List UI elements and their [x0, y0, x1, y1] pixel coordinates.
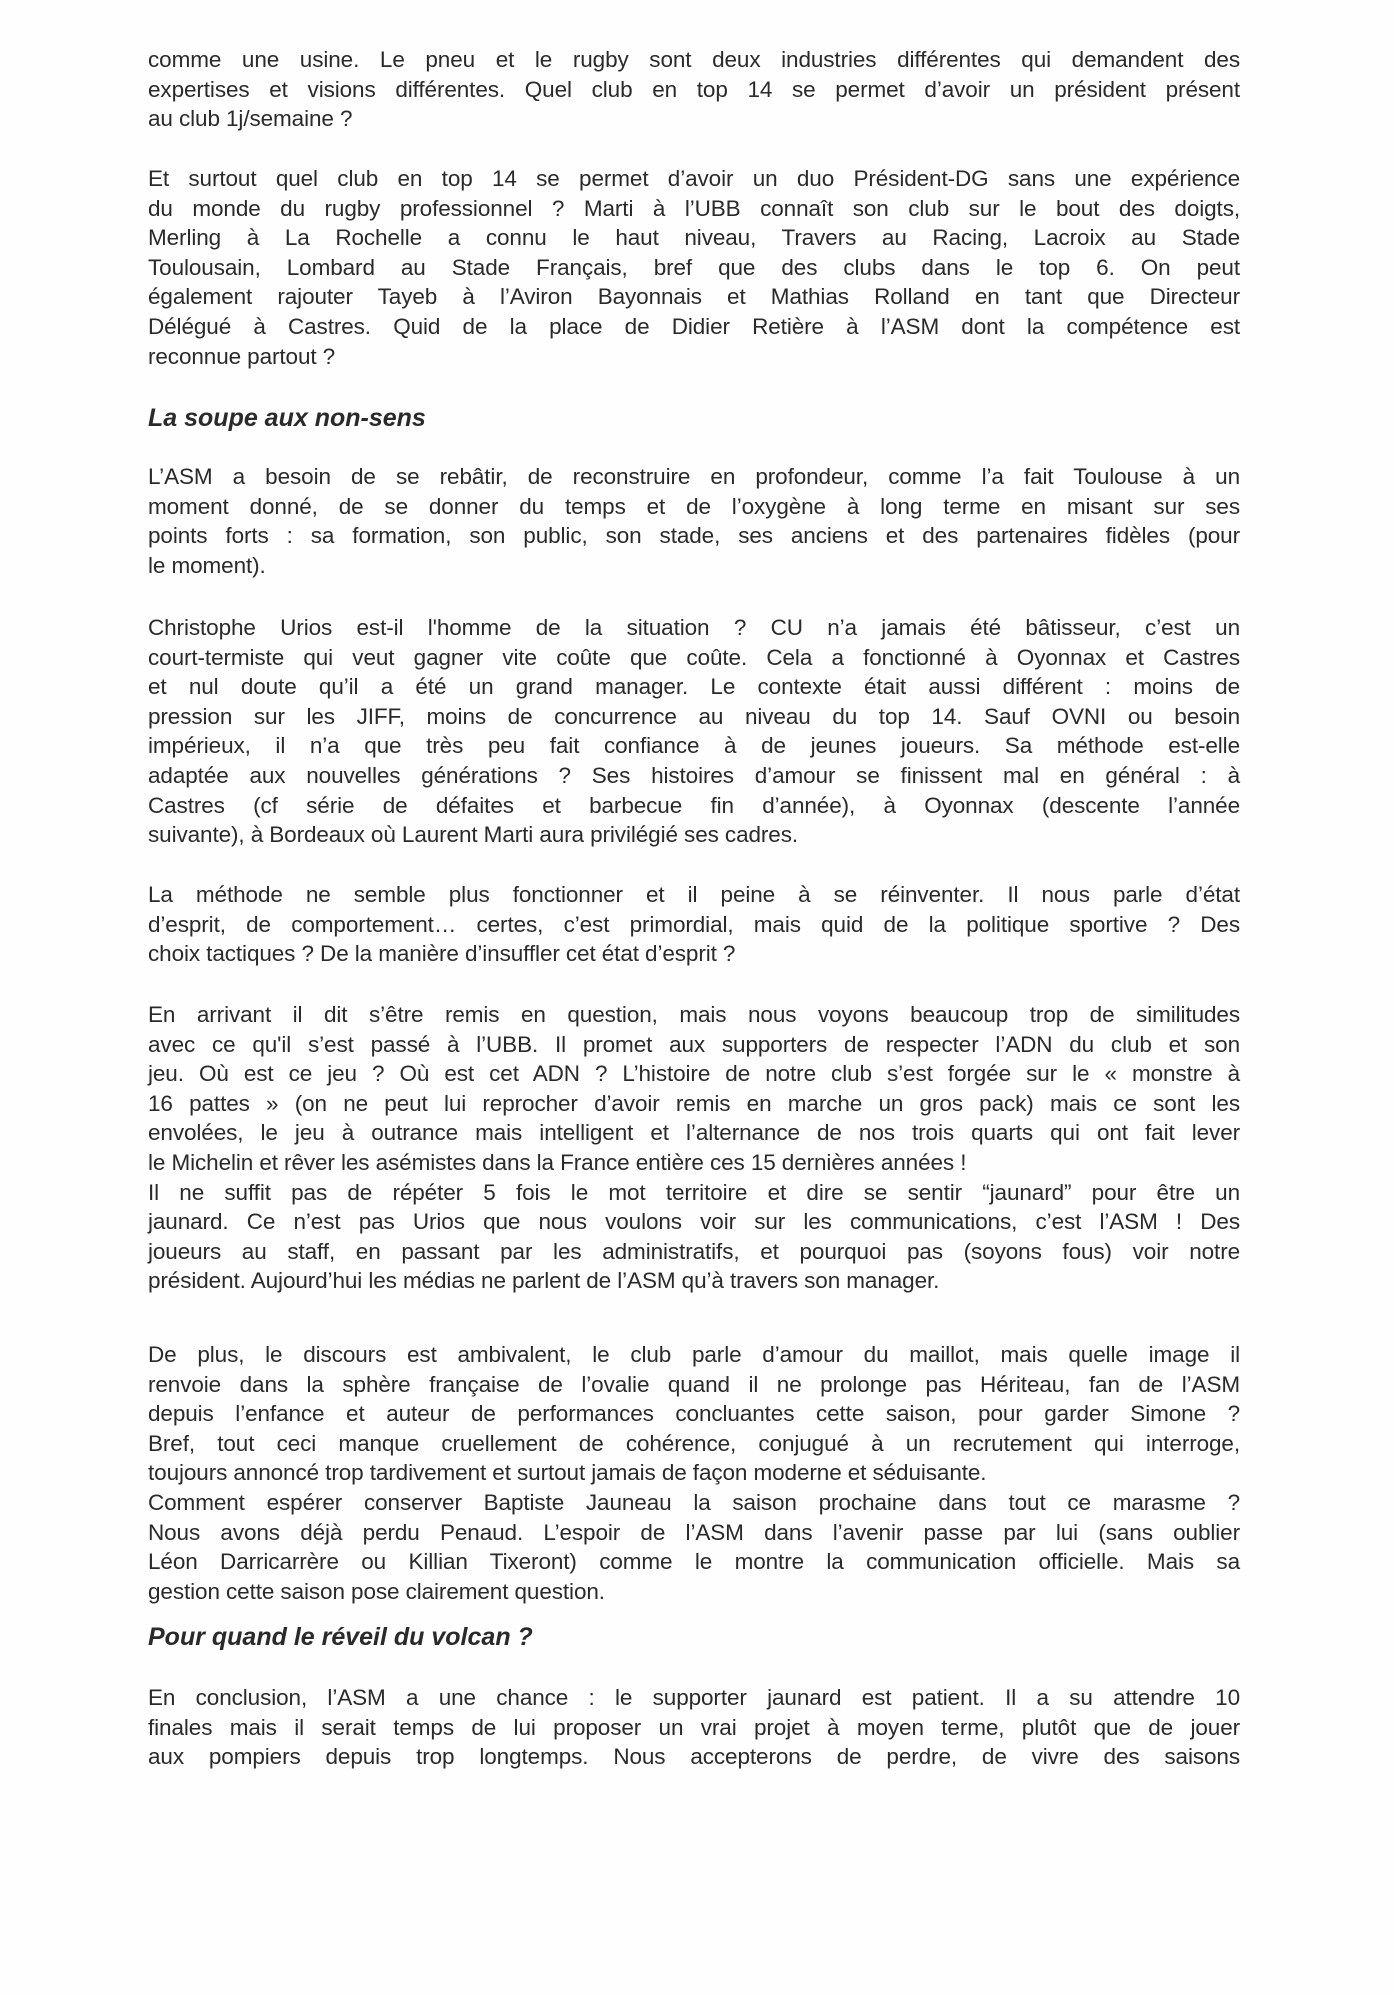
text-line: renvoie dans la sphère française de l’ovalie quand il ne prolonge pas Hériteau, fan de l’ASM	[148, 1371, 1240, 1397]
text-line: jaunard. Ce n’est pas Urios que nous voulons voir sur les communications, c’est l’ASM ! Des	[148, 1209, 1240, 1235]
text-line: choix tactiques ? De la manière d’insuffler cet état d’esprit ?	[148, 941, 736, 967]
paragraph	[148, 1340, 1240, 1606]
text-line: le moment).	[148, 552, 266, 578]
section-heading: La soupe aux non-sens	[148, 404, 426, 432]
paragraph	[148, 45, 1240, 134]
text-line: et nul doute qu’il a été un grand manager. Le contexte était aussi différent : moins de	[148, 674, 1240, 700]
text-line: aux pompiers depuis trop longtemps. Nous accepterons de perdre, de vivre des saisons	[148, 1744, 1240, 1770]
text-line: En arrivant il dit s’être remis en question, mais nous voyons beaucoup trop de similitudes	[148, 1002, 1240, 1027]
text-line: gestion cette saison pose clairement question.	[148, 1578, 605, 1604]
text-line: d’esprit, de comportement… certes, c’est primordial, mais quid de la politique sportive ? Des	[148, 911, 1240, 937]
text-line: En conclusion, l’ASM a une chance : le supporter jaunard est patient. Il a su attendre 10	[148, 1685, 1240, 1710]
text-line: Comment espérer conserver Baptiste Jauneau la saison prochaine dans tout ce marasme ?	[148, 1489, 1240, 1515]
text-line: depuis l’enfance et auteur de performances concluantes cette saison, pour garder Simone ?	[148, 1401, 1240, 1427]
text-line: Castres (cf série de défaites et barbecue fin d’année), à Oyonnax (descente l’année	[148, 792, 1240, 818]
paragraph	[148, 613, 1240, 850]
text-line: Bref, tout ceci manque cruellement de cohérence, conjugué à un recrutement qui interroge,	[148, 1430, 1240, 1456]
paragraph	[148, 462, 1240, 580]
text-line: président. Aujourd’hui les médias ne parlent de l’ASM qu’à travers son manager.	[148, 1268, 940, 1294]
text-line: reconnue partout ?	[148, 343, 336, 369]
text-line: Léon Darricarrère ou Killian Tixeront) comme le montre la communication officielle. Mais sa	[148, 1549, 1240, 1575]
paragraph	[148, 1683, 1240, 1772]
text-line: pression sur les JIFF, moins de concurrence au niveau du top 14. Sauf OVNI ou besoin	[148, 703, 1240, 729]
text-line: suivante), à Bordeaux où Laurent Marti aura privilégié ses cadres.	[148, 822, 798, 848]
text-line: Merling à La Rochelle a connu le haut niveau, Travers au Racing, Lacroix au Stade	[148, 225, 1240, 251]
text-line: adaptée aux nouvelles générations ? Ses histoires d’amour se finissent mal en général : à	[148, 762, 1240, 788]
text-line: De plus, le discours est ambivalent, le club parle d’amour du maillot, mais quelle image il	[148, 1342, 1240, 1367]
text-line: du monde du rugby professionnel ? Marti à l’UBB connaît son club sur le bout des doigts,	[148, 195, 1240, 221]
text-line: L’ASM a besoin de se rebâtir, de reconstruire en profondeur, comme l’a fait Toulouse à un	[148, 464, 1240, 489]
text-line: Christophe Urios est-il l'homme de la situation ? CU n’a jamais été bâtisseur, c’est un	[148, 615, 1240, 640]
text-line: La méthode ne semble plus fonctionner et il peine à se réinventer. Il nous parle d’état	[148, 882, 1240, 907]
paragraph	[148, 1000, 1240, 1296]
text-line: au club 1j/semaine ?	[148, 106, 353, 132]
text-line: Et surtout quel club en top 14 se permet d’avoir un duo Président-DG sans une expérience	[148, 166, 1240, 191]
text-line: points forts : sa formation, son public, son stade, ses anciens et des partenaires fidèles (pour	[148, 523, 1240, 549]
paragraph	[148, 880, 1240, 969]
text-line: comme une usine. Le pneu et le rugby sont deux industries différentes qui demandent des	[148, 47, 1240, 72]
text-line: finales mais il serait temps de lui proposer un vrai projet à moyen terme, plutôt que de jouer	[148, 1714, 1240, 1740]
text-line: envolées, le jeu à outrance mais intelligent et l’alternance de nos trois quarts qui ont fait lever	[148, 1120, 1240, 1146]
text-line: Nous avons déjà perdu Penaud. L’espoir de l’ASM dans l’avenir passe par lui (sans oublier	[148, 1519, 1240, 1545]
section-heading: Pour quand le réveil du volcan ?	[148, 1623, 533, 1651]
text-line: court-termiste qui veut gagner vite coûte que coûte. Cela a fonctionné à Oyonnax et Castres	[148, 644, 1240, 670]
text-line: 16 pattes » (on ne peut lui reprocher d’avoir remis en marche un gros pack) mais ce sont les	[148, 1090, 1240, 1116]
text-line: avec ce qu'il s’est passé à l’UBB. Il promet aux supporters de respecter l’ADN du club et son	[148, 1031, 1240, 1057]
text-line: jeu. Où est ce jeu ? Où est cet ADN ? L’histoire de notre club s’est forgée sur le « monstre à	[148, 1061, 1240, 1087]
text-line: moment donné, de se donner du temps et de l’oxygène à long terme en misant sur ses	[148, 493, 1240, 519]
text-line: toujours annoncé trop tardivement et surtout jamais de façon moderne et séduisante.	[148, 1460, 987, 1486]
text-line: le Michelin et rêver les asémistes dans la France entière ces 15 dernières années !	[148, 1149, 967, 1175]
paragraph	[148, 164, 1240, 371]
text-line: Toulousain, Lombard au Stade Français, bref que des clubs dans le top 6. On peut	[148, 254, 1240, 280]
text-line: expertises et visions différentes. Quel club en top 14 se permet d’avoir un président présent	[148, 76, 1240, 102]
text-line: Délégué à Castres. Quid de la place de Didier Retière à l’ASM dont la compétence est	[148, 313, 1240, 339]
text-line: également rajouter Tayeb à l’Aviron Bayonnais et Mathias Rolland en tant que Directeur	[148, 284, 1240, 310]
text-line: Il ne suffit pas de répéter 5 fois le mot territoire et dire se sentir “jaunard” pour être un	[148, 1179, 1240, 1205]
text-line: impérieux, il n’a que très peu fait confiance à de jeunes joueurs. Sa méthode est-elle	[148, 733, 1240, 759]
text-line: joueurs au staff, en passant par les administratifs, et pourquoi pas (soyons fous) voir notre	[148, 1238, 1240, 1264]
